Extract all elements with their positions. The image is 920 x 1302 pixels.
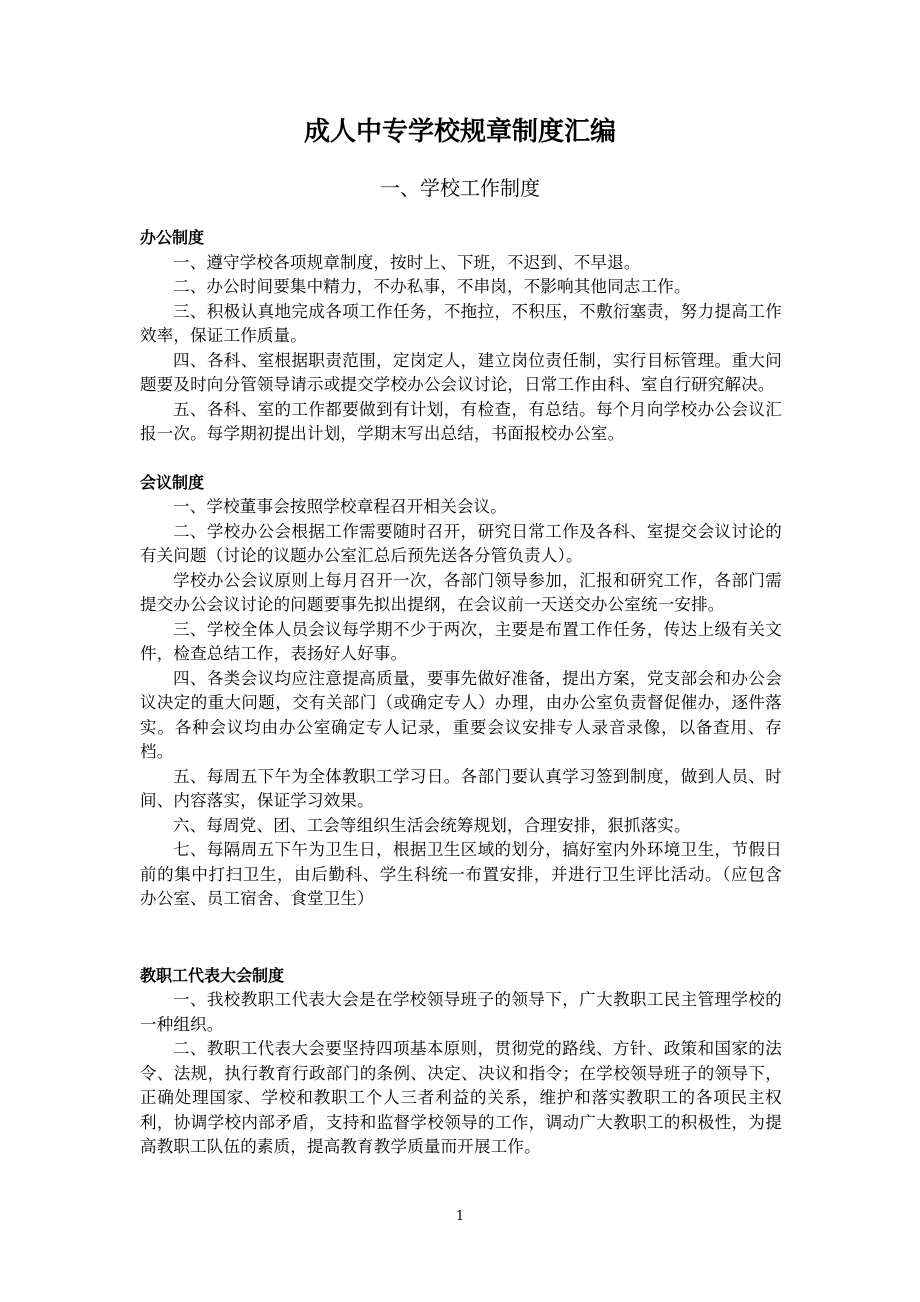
paragraph: 一、我校教职工代表大会是在学校领导班子的领导下，广大教职工民主管理学校的一种组织。 [140, 990, 782, 1034]
section-heading: 会议制度 [140, 472, 205, 492]
paragraph: 六、每周党、团、工会等组织生活会统筹规划，合理安排，狠抓落实。 [173, 815, 691, 835]
page-number: 1 [455, 1209, 465, 1224]
section-heading: 办公制度 [140, 228, 205, 247]
paragraph: 一、遵守学校各项规章制度，按时上、下班，不迟到、不早退。 [173, 252, 641, 272]
paragraph: 五、各科、室的工作都要做到有计划，有检查，有总结。每个月向学校办公会议汇报一次。每学期初提出计划，学期末写出总结，书面报校办公室。 [140, 399, 782, 443]
section-staff-congress-rules [140, 964, 782, 1160]
paragraph: 二、办公时间要集中精力，不办私事，不串岗，不影响其他同志工作。 [173, 277, 691, 296]
paragraph: 四、各类会议均应注意提高质量，要事先做好准备，提出方案，党支部会和办公会议决定的重大问题，交有关部门（或确定专人）办理，由办公室负责督促催办，逐件落实。各种会议均由办公室确定专人记录，重要会议安排专人录音录像，以备查用、存档。 [140, 668, 782, 761]
section-heading: 教职工代表大会制度 [140, 965, 285, 985]
paragraph: 一、学校董事会按照学校章程召开相关会议。 [173, 497, 507, 516]
paragraph: 五、每周五下午为全体教职工学习日。各部门要认真学习签到制度，做到人员、时间、内容落实，保证学习效果。 [140, 766, 782, 810]
paragraph: 二、教职工代表大会要坚持四项基本原则，贯彻党的路线、方针、政策和国家的法令、法规，执行教育行政部门的条例、决定、决议和指令；在学校领导班子的领导下，正确处理国家、学校和教职工个人三者利益的关系，维护和落实教职工的各项民主权利，协调学校内部矛盾，支持和监督学校领导的工作，调动广大教职工的积极性，为提高教职工队伍的素质，提高教育教学质量而开展工作。 [140, 1039, 782, 1156]
paragraph: 四、各科、室根据职责范围，定岗定人，建立岗位责任制，实行目标管理。重大问题要及时向分管领导请示或提交学校办公会议讨论，日常工作由科、室自行研究解决。 [140, 350, 782, 394]
paragraph: 三、积极认真地完成各项工作任务，不拖拉，不积压，不敷衍塞责，努力提高工作效率，保证工作质量。 [140, 301, 782, 345]
chapter-heading: 一、学校工作制度 [380, 176, 540, 200]
document-title: 成人中专学校规章制度汇编 [303, 117, 616, 147]
paragraph: 学校办公会议原则上每月召开一次，各部门领导参加，汇报和研究工作，各部门需提交办公会议讨论的问题要事先拟出提纲，在会议前一天送交办公室统一安排。 [140, 570, 782, 614]
document-body [140, 226, 782, 1160]
section-meeting-rules [140, 471, 782, 912]
paragraph: 七、每隔周五下午为卫生日，根据卫生区域的划分，搞好室内外环境卫生，节假日前的集中打扫卫生，由后勤科、学生科统一布置安排，并进行卫生评比活动。（应包含办公室、员工宿舍、食堂卫生） [140, 840, 782, 908]
paragraph: 三、学校全体人员会议每学期不少于两次，主要是布置工作任务，传达上级有关文件，检查总结工作，表扬好人好事。 [140, 619, 782, 663]
section-office-rules [140, 226, 782, 447]
paragraph: 二、学校办公会根据工作需要随时召开，研究日常工作及各科、室提交会议讨论的有关问题（讨论的议题办公室汇总后预先送各分管负责人）。 [140, 521, 782, 565]
